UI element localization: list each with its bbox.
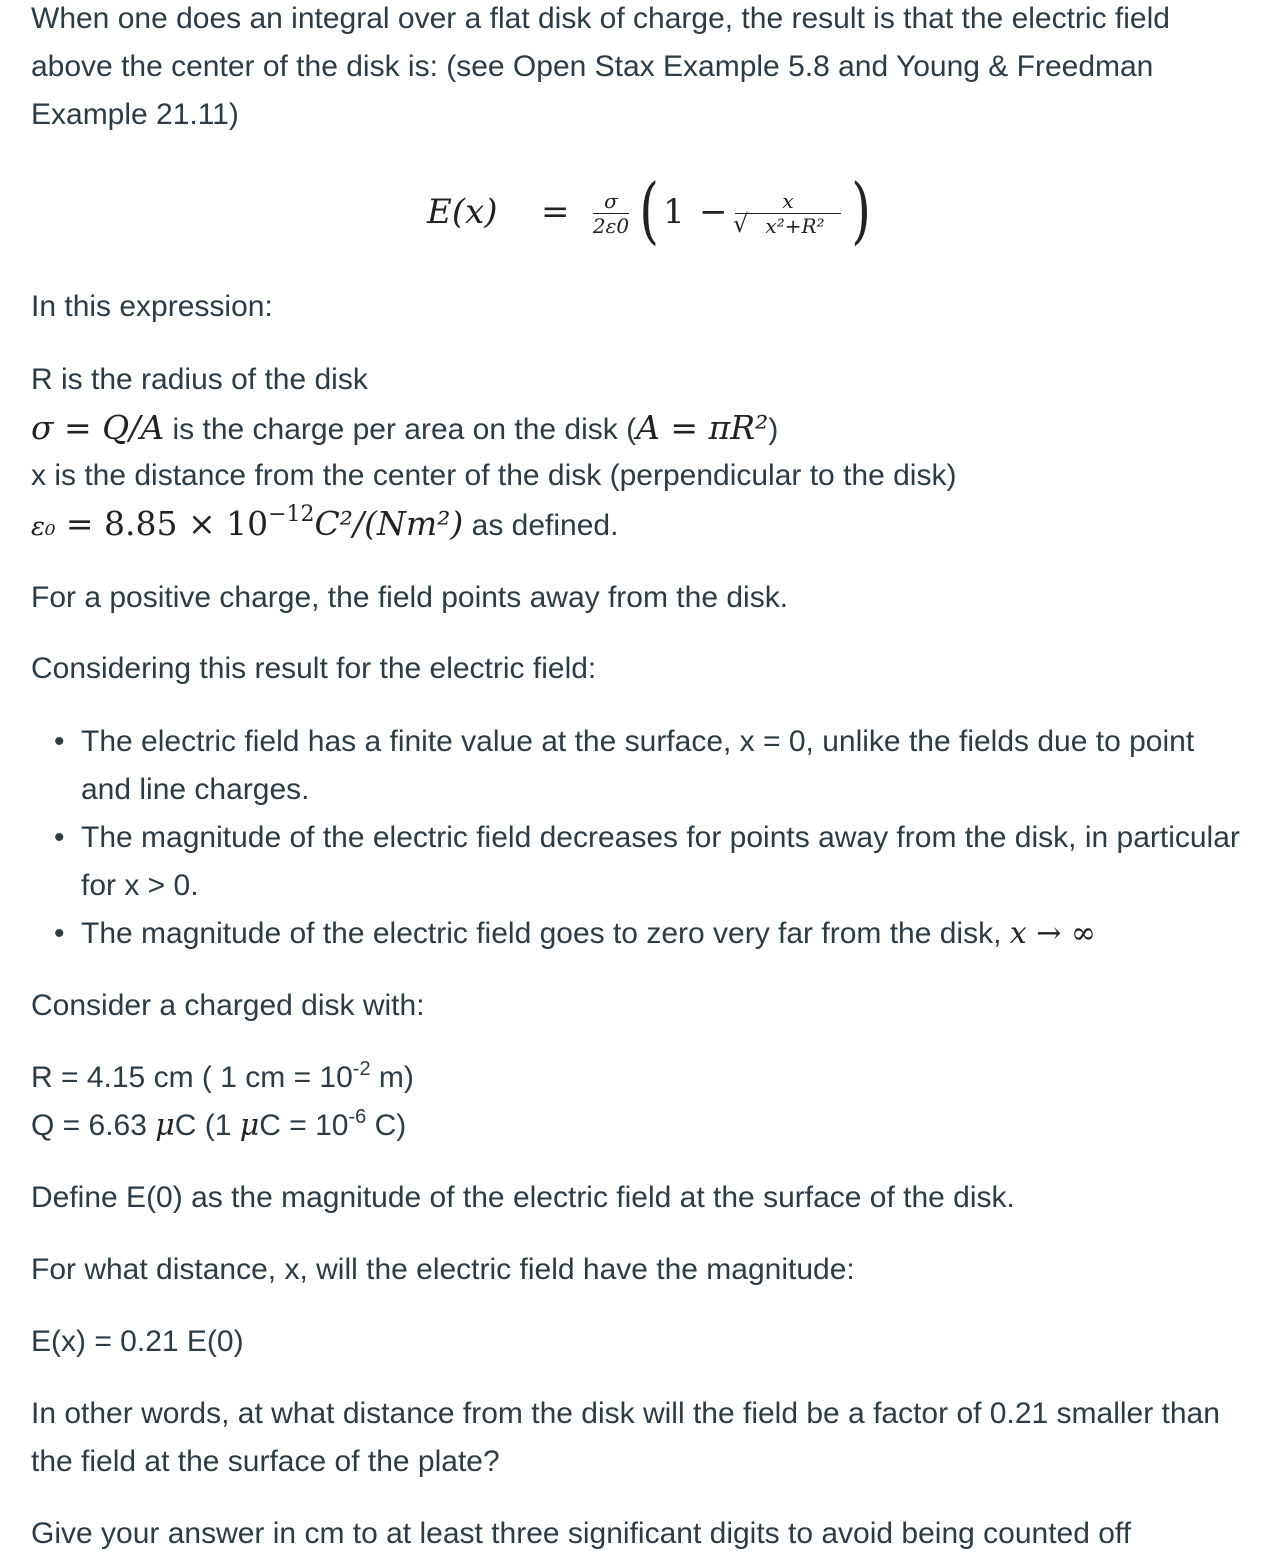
equation-open-paren: (: [639, 168, 659, 252]
field-properties-list: [31, 718, 1251, 958]
sigma-text: is the charge per area on the disk (: [164, 413, 637, 446]
definition-x: x is the distance from the center of the disk (perpendicular to the disk): [31, 459, 957, 492]
positive-charge-note: For a positive charge, the field points away from the disk.: [31, 581, 789, 614]
list-item: [31, 718, 1251, 814]
bullet-icon: •: [54, 821, 65, 854]
expression-intro: In this expression:: [31, 290, 273, 323]
list-item: [31, 814, 1251, 910]
charge-text-b: C (1: [174, 1109, 240, 1142]
radius-exponent: -2: [352, 1058, 371, 1080]
intro-paragraph: When one does an integral over a flat disk of charge, the result is that the electric field above the center of the disk is: (see Open Stax Example 5.8 and Young & Freedman Example 21.11): [31, 2, 1170, 131]
charge-text: Q = 6.63: [31, 1109, 156, 1142]
equation-one: 1: [663, 192, 685, 232]
charge-exponent: -6: [348, 1106, 367, 1128]
mu-symbol: μ: [155, 1108, 175, 1143]
mu-symbol: μ: [239, 1108, 260, 1143]
list-item-text: The magnitude of the electric field decreases for points away from the disk, in particular for x > 0.: [81, 821, 1240, 902]
area-math: A = πR²: [636, 408, 769, 447]
equation-minus: −: [699, 192, 728, 232]
inner-denominator: x²+R²: [765, 214, 825, 238]
fraction-denominator: 2ε0: [592, 214, 630, 238]
equation-lhs: E(x): [427, 192, 498, 232]
considering-heading: Considering this result for the electric field:: [31, 652, 597, 685]
list-item-text: The electric field has a finite value at the surface, x = 0, unlike the fields due to point and line charges.: [81, 725, 1195, 806]
param-radius: [31, 1054, 414, 1102]
sqrt-icon: √: [733, 210, 749, 238]
bullet-icon: •: [54, 725, 65, 758]
epsilon-exponent: −12: [268, 502, 315, 527]
epsilon-symbol: ε₀: [31, 512, 56, 542]
definition-sigma: [31, 404, 778, 454]
instructions-text: Give your answer in cm to at least three significant digits to avoid being counted off: [31, 1517, 1132, 1550]
define-e0: Define E(0) as the magnitude of the electric field at the surface of the disk.: [31, 1181, 1015, 1214]
radius-text: R = 4.15 cm ( 1 cm = 10: [31, 1061, 353, 1094]
radius-unit: m): [370, 1061, 414, 1094]
sigma-math: σ = Q/A: [31, 408, 165, 447]
fraction-numerator: σ: [604, 189, 618, 213]
list-item: [31, 910, 1251, 958]
limit-math: x → ∞: [1009, 916, 1096, 951]
equation-close-paren: ): [851, 168, 871, 252]
list-item-text: The magnitude of the electric field goes to zero very far from the disk,: [81, 917, 1010, 950]
charge-text-c: C = 10: [259, 1109, 349, 1142]
condition-text: E(x) = 0.21 E(0): [31, 1325, 244, 1358]
equation-fraction-inner: [733, 190, 843, 237]
definition-epsilon: [31, 500, 618, 551]
inner-denominator-wrap: [733, 210, 843, 238]
sigma-close: ): [768, 413, 779, 446]
other-words-text: In other words, at what distance from the disk will the field be a factor of 0.21 smaller than the field at the surface of the plate?: [31, 1397, 1220, 1478]
consider-disk-heading: Consider a charged disk with:: [31, 989, 425, 1022]
disk-field-equation: [427, 164, 877, 264]
charge-unit: C): [366, 1109, 407, 1142]
epsilon-text: as defined.: [463, 509, 619, 542]
equation-fraction-sigma: [591, 190, 631, 237]
question-text: For what distance, x, will the electric field have the magnitude:: [31, 1253, 855, 1286]
param-charge: [31, 1102, 406, 1150]
epsilon-value: = 8.85 × 10: [55, 504, 269, 543]
equation-equals: =: [541, 192, 570, 232]
epsilon-units: C²/(Nm²): [314, 504, 464, 543]
bullet-icon: •: [54, 917, 65, 950]
definition-radius: R is the radius of the disk: [31, 363, 368, 396]
inner-numerator: x: [782, 189, 794, 213]
